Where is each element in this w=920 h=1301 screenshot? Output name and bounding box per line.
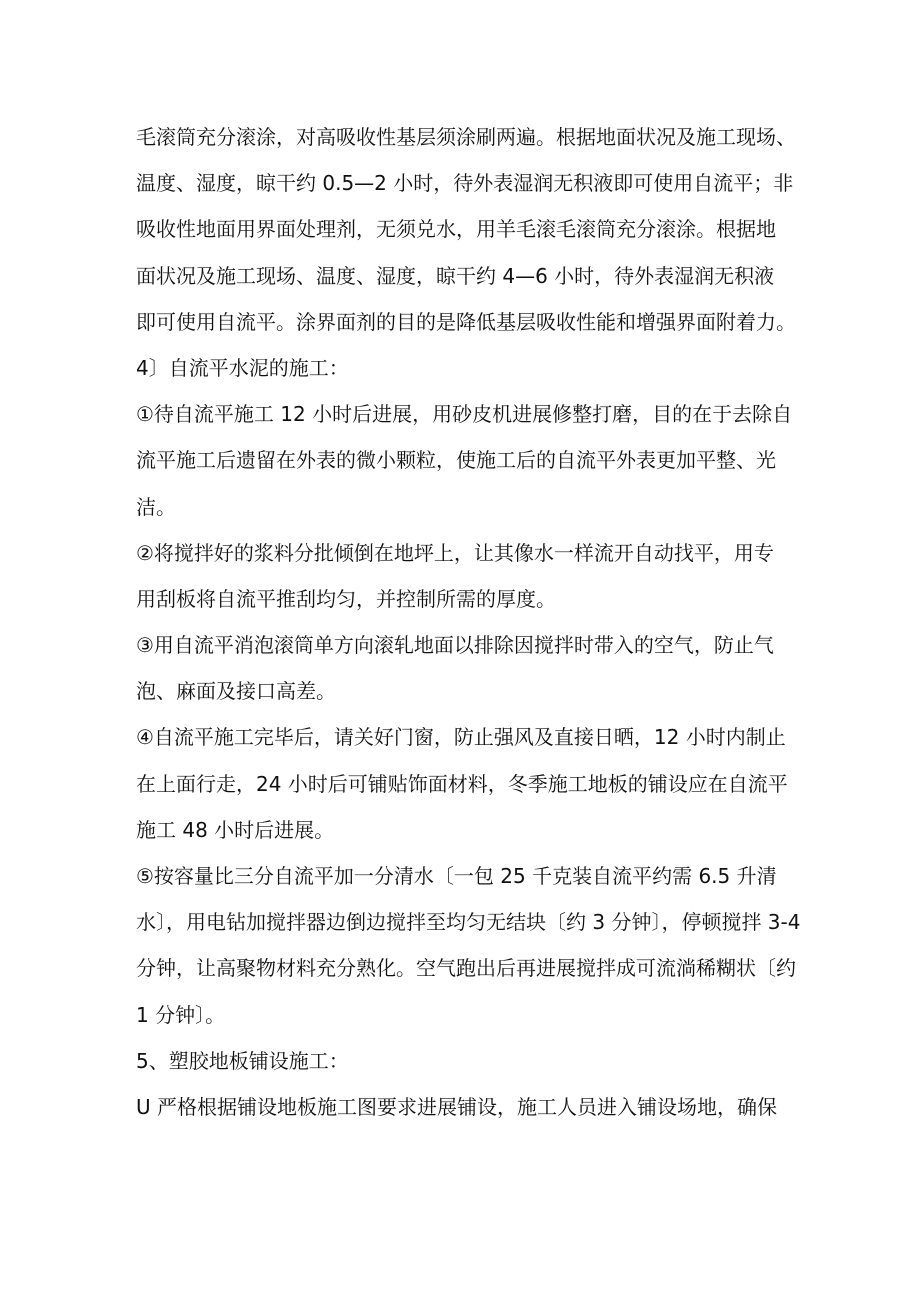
text-line: 温度、湿度，晾干约 0.5—2 小时，待外表湿润无积液即可使用自流平；非 <box>136 171 794 196</box>
section-heading: 4〕自流平水泥的施工： <box>136 355 349 380</box>
step-item-1: ①待自流平施工 12 小时后进展，用砂皮机进展修整打磨，目的在于去除自 <box>136 402 793 427</box>
text-line: 1 分钟〕。 <box>136 1002 226 1027</box>
text-line: 即可使用自流平。涂界面剂的目的是降低基层吸收性能和增强界面附着力。 <box>136 309 796 334</box>
text-line: 水〕，用电钻加搅拌器边倒边搅拌至均匀无结块〔约 3 分钟〕，停顿搅拌 3-4 <box>136 910 801 935</box>
text-line: 毛滚筒充分滚涂，对高吸收性基层须涂刷两遍。根据地面状况及施工现场、 <box>136 125 796 149</box>
text-line: 洁。 <box>136 494 176 519</box>
step-item-4: ④自流平施工完毕后，请关好门窗，防止强风及直接日晒，12 小时内制止 <box>136 725 786 750</box>
step-item-5: ⑤按容量比三分自流平加一分清水〔一包 25 千克装自流平约需 6.5 升清 <box>136 864 777 888</box>
text-line: 用刮板将自流平推刮均匀，并控制所需的厚度。 <box>136 586 556 611</box>
text-line: 流平施工后遗留在外表的微小颗粒，使施工后的自流平外表更加平整、光 <box>136 448 776 473</box>
text-line: 分钟，让高聚物材料充分熟化。空气跑出后再进展搅拌成可流淌稀糊状〔约 <box>136 956 796 981</box>
body-text <box>136 114 801 1130</box>
text-line: 施工 48 小时后进展。 <box>136 817 335 842</box>
text-line: 吸收性地面用界面处理剂，无须兑水，用羊毛滚毛滚筒充分滚涂。根据地 <box>136 217 776 242</box>
text-line: 泡、麻面及接口高差。 <box>136 679 336 704</box>
text-line: 面状况及施工现场、温度、湿度，晾干约 4—6 小时，待外表湿润无积液 <box>136 263 775 288</box>
section-heading: 5、塑胶地板铺设施工： <box>136 1048 349 1073</box>
step-item-2: ②将搅拌好的浆料分批倾倒在地坪上，让其像水一样流开自动找平，用专 <box>136 540 774 565</box>
text-line: U 严格根据铺设地板施工图要求进展铺设，施工人员进入铺设场地，确保 <box>136 1094 777 1119</box>
text-line: 在上面行走，24 小时后可铺贴饰面材料，冬季施工地板的铺设应在自流平 <box>136 771 788 796</box>
step-item-3: ③用自流平消泡滚筒单方向滚轧地面以排除因搅拌时带入的空气，防止气 <box>136 633 774 658</box>
